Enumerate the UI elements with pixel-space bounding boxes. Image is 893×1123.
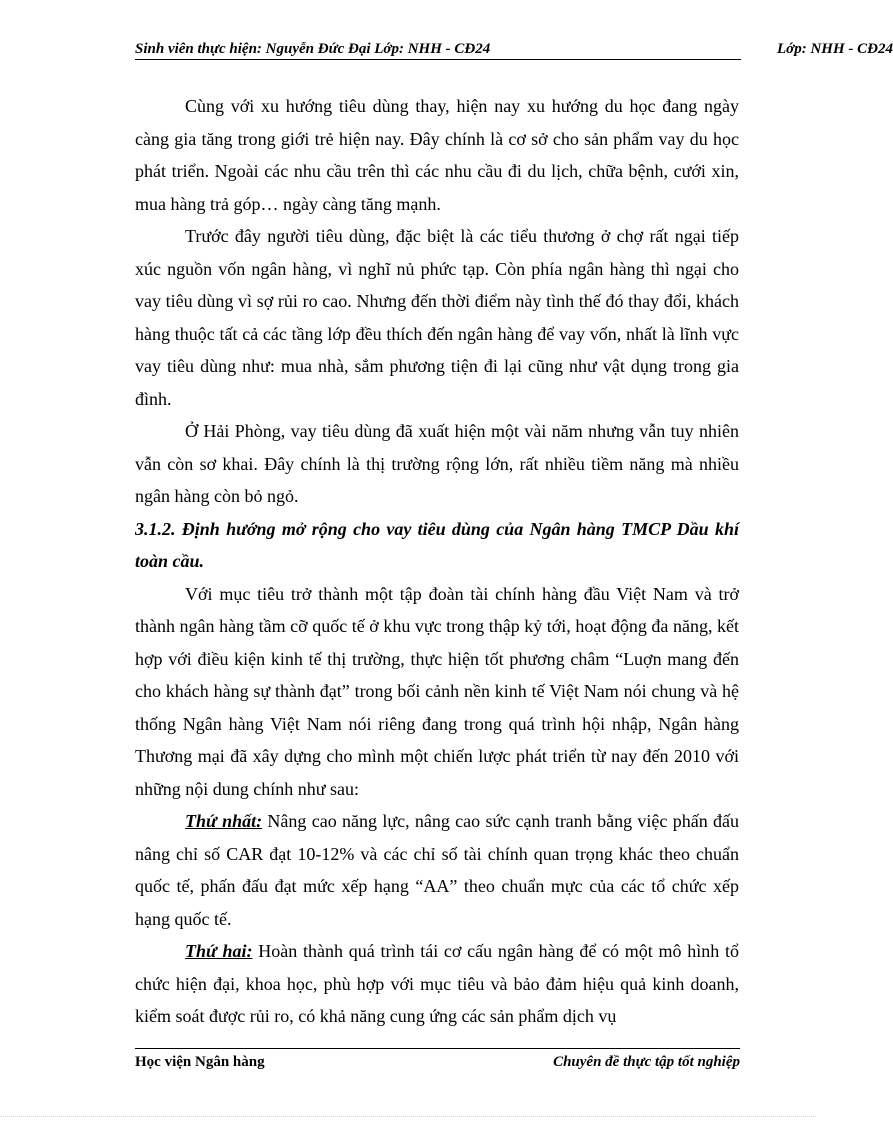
second-goal-label: Thứ hai: bbox=[185, 941, 253, 961]
paragraph-second-goal bbox=[135, 935, 739, 1033]
footer-institution: Học viện Ngân hàng bbox=[135, 1054, 265, 1070]
paragraph-strategy: Với mục tiêu trở thành một tập đoàn tài chính hàng đầu Việt Nam và trở thành ngân hàng tầm cỡ quốc tế ở khu vực trong thập kỷ tới, hoạt động đa năng, kết hợp với điều kiện kinh tế thị trường, thực hiện tốt phương châm “Luợn mang đến cho khách hàng sự thành đạt” trong bối cảnh nền kinh tế Việt Nam nói chung và hệ thống Ngân hàng Việt Nam nói riêng đang trong quá trình hội nhập, Ngân hàng Thương mại đã xây dựng cho mình một chiến lược phát triển từ nay đến 2010 với những nội dung chính như sau: bbox=[135, 583, 739, 799]
page-bottom-divider bbox=[0, 1116, 816, 1117]
first-goal-text: Nâng cao năng lực, nâng cao sức cạnh tranh bằng việc phấn đấu nâng chỉ số CAR đạt 10-12% và các chỉ số tài chính quan trọng khác theo chuẩn quốc tế, phấn đấu đạt mức xếp hạng “AA” theo chuẩn mực của các tổ chức xếp hạng quốc tế. bbox=[135, 811, 739, 929]
paragraph-hai-phong: Ở Hải Phòng, vay tiêu dùng đã xuất hiện một vài năm nhưng vẫn tuy nhiên vẫn còn sơ khai. Đây chính là thị trường rộng lớn, rất nhiều tiềm năng mà nhiều ngân hàng còn bỏ ngỏ. bbox=[135, 421, 739, 506]
page-header bbox=[135, 38, 893, 62]
header-rule bbox=[135, 59, 741, 60]
header-student-info: Sinh viên thực hiện: Nguyễn Đức Đại Lớp: NHH - CĐ24 bbox=[135, 41, 491, 57]
document-body bbox=[135, 90, 739, 1033]
paragraph-consumer-attitudes: Trước đây người tiêu dùng, đặc biệt là các tiểu thương ở chợ rất ngại tiếp xúc nguồn vốn ngân hàng, vì nghĩ nủ phức tạp. Còn phía ngân hàng thì ngại cho vay tiêu dùng vì sợ rủi ro cao. Nhưng đến thời điểm này tình thế đó thay đổi, khách hàng thuộc tất cả các tầng lớp đều thích đến ngân hàng để vay vốn, nhất là lĩnh vực vay tiêu dùng như: mua nhà, sắm phương tiện đi lại cũng như vật dụng trong gia đình. bbox=[135, 226, 739, 409]
second-goal-text: Hoàn thành quá trình tái cơ cấu ngân hàng để có một mô hình tổ chức hiện đại, khoa học, phù hợp với mục tiêu và bảo đảm hiệu quả kinh doanh, kiểm soát được rủi ro, có khả năng cung ứng các sản phẩm dịch vụ bbox=[135, 941, 740, 1026]
header-class-info: Lớp: NHH - CĐ24 bbox=[777, 41, 893, 57]
paragraph-first-goal bbox=[135, 805, 739, 935]
first-goal-label: Thứ nhất: bbox=[185, 811, 263, 831]
section-heading: 3.1.2. Định hướng mở rộng cho vay tiêu dùng của Ngân hàng TMCP Dầu khí toàn cầu. bbox=[135, 518, 739, 571]
page-footer bbox=[135, 1048, 740, 1078]
paragraph-study-abroad: Cùng với xu hướng tiêu dùng thay, hiện nay xu hướng du học đang ngày càng gia tăng trong giới trẻ hiện nay. Đây chính là cơ sở cho sản phẩm vay du học phát triển. Ngoài các nhu cầu trên thì các nhu cầu đi du lịch, chữa bệnh, cưới xin, mua hàng trả góp… ngày càng tăng mạnh. bbox=[135, 96, 739, 214]
footer-document-type: Chuyên đề thực tập tốt nghiệp bbox=[553, 1054, 740, 1070]
footer-rule bbox=[135, 1048, 740, 1049]
